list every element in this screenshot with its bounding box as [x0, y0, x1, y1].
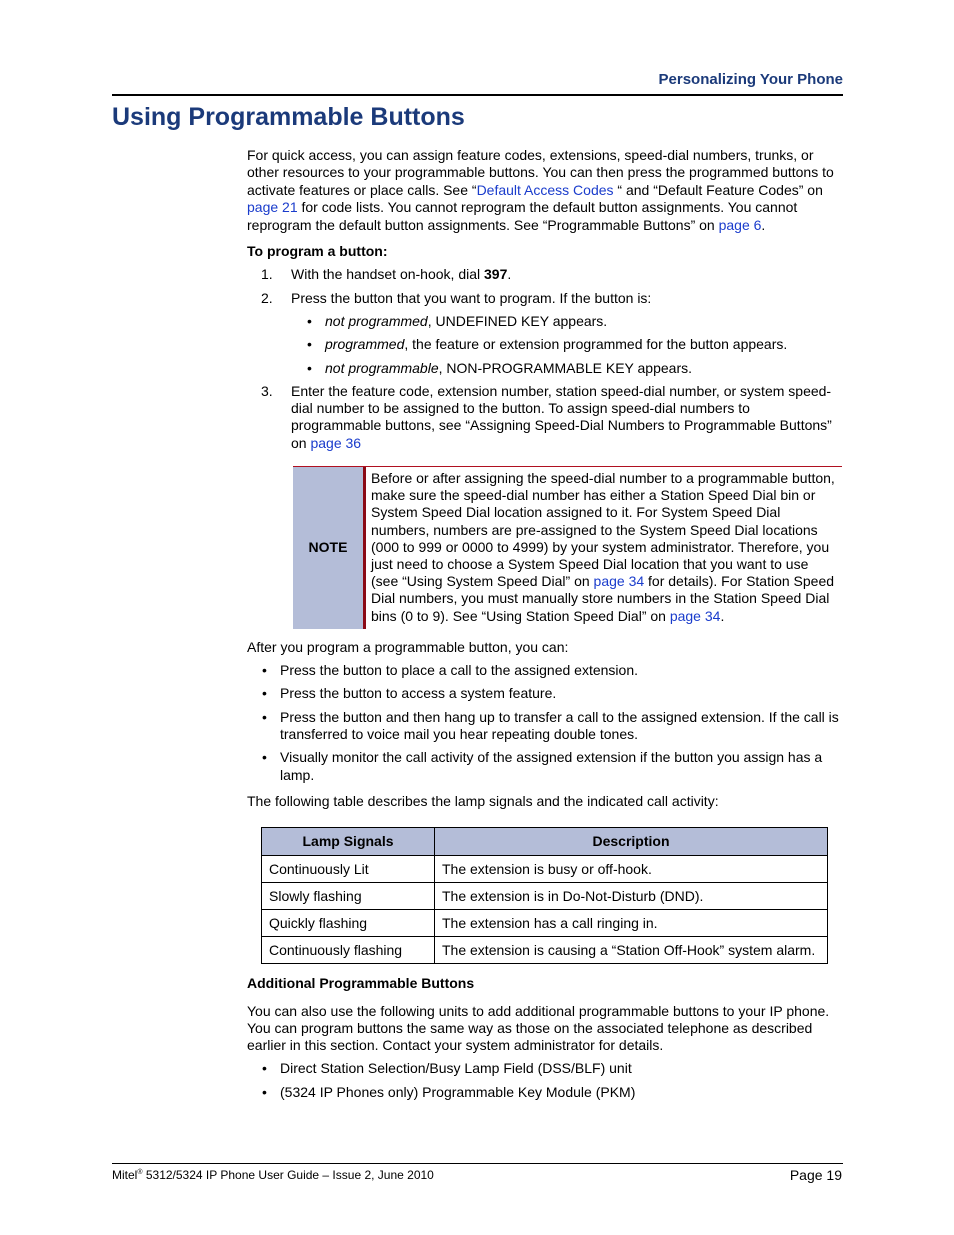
table-cell: Continuously Lit [262, 856, 435, 883]
page-21-link[interactable]: page 21 [247, 199, 298, 216]
note-label: NOTE [293, 467, 366, 629]
table-cell: Slowly flashing [262, 883, 435, 910]
section-title: Personalizing Your Phone [658, 71, 843, 88]
table-cell: Quickly flashing [262, 910, 435, 937]
list-item: • not programmed, UNDEFINED KEY appears. [307, 312, 608, 329]
step-3: 3. Enter the feature code, extension number, station speed-dial number, or system speed-dial number to be assigned to the button. To assign speed-dial numbers to programmable buttons, see “Assigning Speed-Dial Numbers to Programmable Buttons” on page 36 [261, 382, 832, 451]
table-cell: Continuously flashing [262, 937, 435, 964]
page-header [112, 70, 843, 96]
intro-paragraph: For quick access, you can assign feature codes, extensions, speed-dial numbers, trunks, or other resources to your programmable buttons. You can then press the programmed buttons to activate features or place calls. See “Default Access Codes “ and “Default Feature Codes” on page 21 for code lists. You cannot reprogram the default button assignments. You cannot reprogram the default button assignments. See “Programmable Buttons” on page 6. [247, 147, 834, 233]
table-row [262, 856, 828, 883]
procedure-heading: To program a button: [247, 243, 388, 260]
list-item: • Press the button to access a system feature. [262, 685, 557, 702]
table-cell: The extension is in Do-Not-Disturb (DND). [435, 883, 828, 910]
list-item: • programmed, the feature or extension programmed for the button appears. [307, 336, 788, 353]
default-access-codes-link[interactable]: Default Access Codes [476, 181, 614, 198]
page-36-link[interactable]: page 36 [310, 434, 362, 451]
column-header: Lamp Signals [262, 828, 435, 856]
footer-divider [112, 1163, 843, 1164]
additional-heading: Additional Programmable Buttons [247, 975, 475, 992]
table-intro: The following table describes the lamp signals and the indicated call activity: [247, 792, 719, 809]
note-box [293, 466, 842, 629]
table-row [262, 937, 828, 964]
page-34-link-2[interactable]: page 34 [669, 607, 721, 624]
list-item: • Visually monitor the call activity of the assigned extension if the button you assign has a lamp. [262, 749, 823, 783]
main-content [247, 147, 842, 1101]
list-item: • Press the button to place a call to the assigned extension. [262, 662, 639, 679]
table-row [262, 910, 828, 937]
list-item: • not programmable, NON-PROGRAMMABLE KEY appears. [307, 359, 692, 376]
additional-text: You can also use the following units to add additional programmable buttons to your IP phone. You can program buttons the same way as those on the associated telephone as described earlier in this section. Contact your system administrator for details. [247, 1002, 830, 1054]
table-row [262, 883, 828, 910]
note-text: Before or after assigning the speed-dial number to a programmable button, make sure the speed-dial number has either a Station Speed Dial bin or System Speed Dial location assigned to it. For System Speed Dial numbers, numbers are pre-assigned to the System Speed Dial locations (000 to 999 or 0000 to 4999) by your system administrator. Therefore, you just need to choose a System Speed Dial location that you want to use (see “Using System Speed Dial” on page 34 for details). For Station Speed Dial numbers, you must manually store numbers in the Station Speed Dial bins (0 to 9). See “Using Station Speed Dial” on page 34. [371, 470, 835, 624]
table-header-row [262, 828, 828, 856]
column-header: Description [435, 828, 828, 856]
footer-doc-title: Mitel® 5312/5324 IP Phone User Guide – Issue 2, June 2010 [112, 1168, 434, 1182]
page-title: Using Programmable Buttons [112, 103, 465, 131]
list-item: • Press the button and then hang up to transfer a call to the assigned extension. If the call is transferred to voice mail you hear repeating double tones. [262, 708, 839, 743]
list-item: • (5324 IP Phones only) Programmable Key Module (PKM) [262, 1083, 636, 1100]
step-1: 1. With the handset on-hook, dial 397. [261, 266, 512, 283]
table-cell: The extension is busy or off-hook. [435, 856, 828, 883]
page-6-link[interactable]: page 6 [718, 216, 762, 233]
list-item: • Direct Station Selection/Busy Lamp Field (DSS/BLF) unit [262, 1060, 632, 1077]
page-34-link[interactable]: page 34 [593, 573, 645, 590]
table-cell: The extension is causing a “Station Off-Hook” system alarm. [435, 937, 828, 964]
page-number: Page 19 [789, 1167, 842, 1183]
lamp-signals-table [261, 827, 828, 964]
after-text: After you program a programmable button, you can: [247, 638, 569, 655]
table-cell: The extension has a call ringing in. [435, 910, 828, 937]
step-2: 2. Press the button that you want to program. If the button is: [261, 289, 652, 306]
